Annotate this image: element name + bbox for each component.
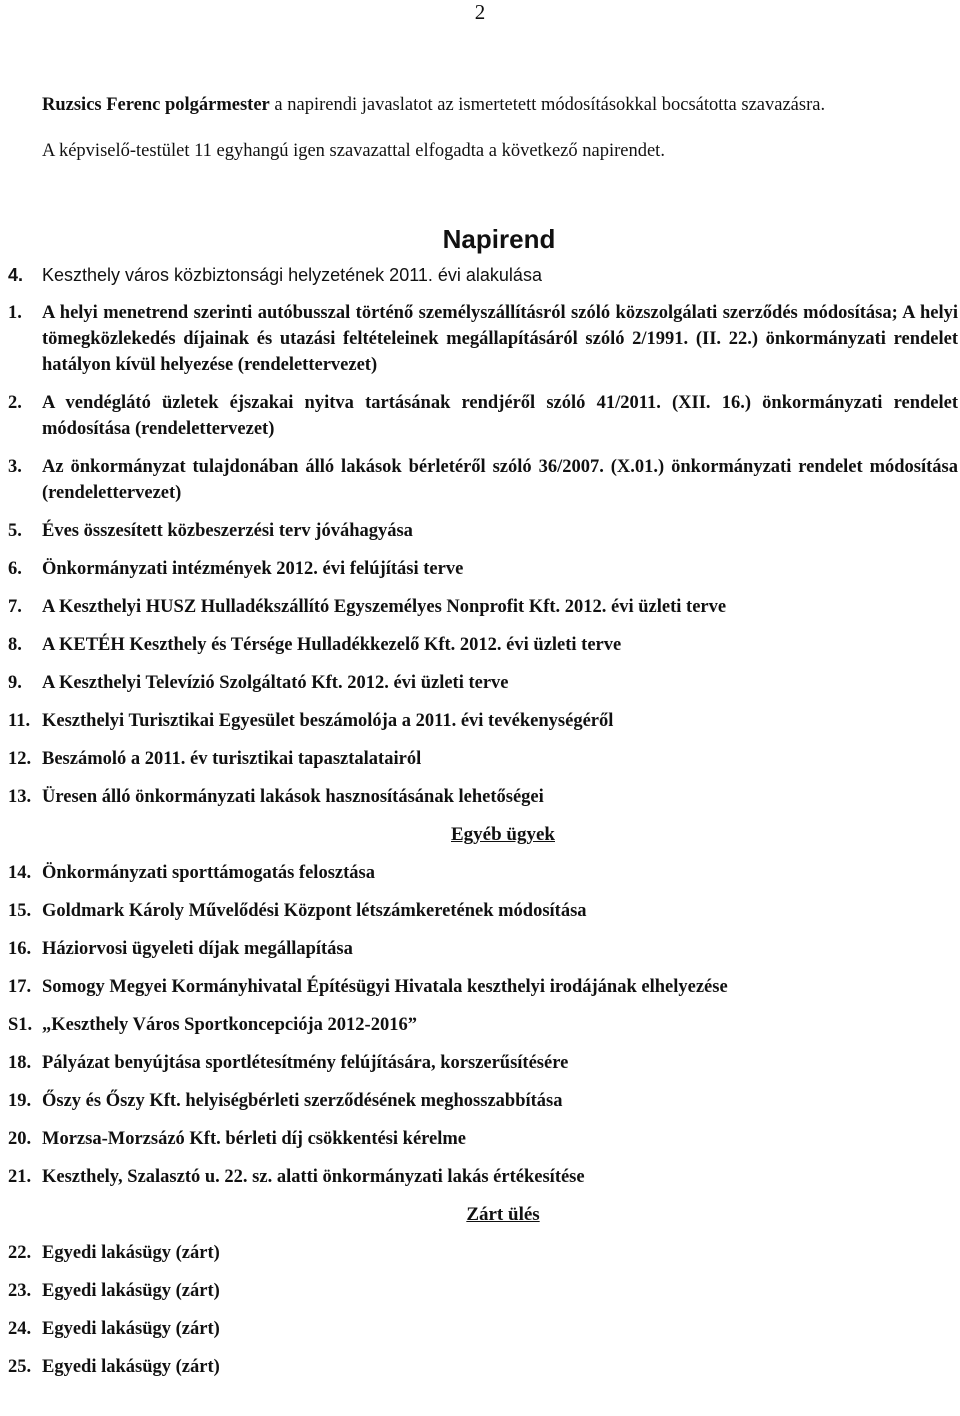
agenda-item-number: 6. [8,559,22,579]
agenda-item [8,1050,958,1076]
agenda-item-number: 15. [8,901,32,921]
page-number: 2 [474,0,486,24]
agenda-item-text: Éves összesített közbeszerzési terv jóváhagyása [42,521,413,541]
agenda-item-number: 2. [8,393,22,413]
agenda-item-text: Őszy és Őszy Kft. helyiségbérleti szerződésének meghosszabbítása [42,1091,563,1111]
agenda-item [8,1278,958,1304]
agenda-item-text: Somogy Megyei Kormányhivatal Építésügyi Hivatala keszthelyi irodájának elhelyezése [42,977,728,997]
agenda-item-number: 21. [8,1167,32,1187]
agenda-item [8,1088,958,1114]
agenda-item-number: 24. [8,1319,32,1339]
agenda-item [8,974,958,1000]
agenda-item-number: 8. [8,635,22,655]
agenda-item [8,936,958,962]
agenda-item-text: A Keszthelyi HUSZ Hulladékszállító Egyszemélyes Nonprofit Kft. 2012. évi üzleti terve [42,597,727,617]
agenda-item-number: 18. [8,1053,32,1073]
agenda-item [8,784,958,810]
agenda-item-number: 5. [8,521,22,541]
agenda-item [8,454,958,506]
agenda-item-text: Háziorvosi ügyeleti díjak megállapítása [42,939,353,959]
agenda-item-number: 23. [8,1281,32,1301]
agenda-item-number: S1. [8,1015,33,1035]
agenda-item-text: Morzsa-Morzsázó Kft. bérleti díj csökkentési kérelme [42,1129,467,1149]
agenda-item [8,1316,958,1342]
agenda-item [8,1354,958,1380]
agenda-title: Napirend [442,224,556,254]
agenda-item-text: Önkormányzati sporttámogatás felosztása [42,863,375,883]
speaker-text: a napirendi javaslatot az ismertetett módosításokkal bocsátotta szavazásra. [269,95,826,115]
agenda-item-text: Üresen álló önkormányzati lakások hasznosításának lehetőségei [42,787,544,807]
agenda-item-number: 7. [8,597,22,617]
agenda-item-text: A KETÉH Keszthely és Térsége Hulladékkezelő Kft. 2012. évi üzleti terve [42,635,622,655]
agenda-item [8,1126,958,1152]
agenda-item [8,708,958,734]
agenda-item-number: 16. [8,939,32,959]
agenda-item [8,898,958,924]
agenda-item-text: Pályázat benyújtása sportlétesítmény felújítására, korszerűsítésére [42,1053,569,1073]
agenda-item [8,1240,958,1266]
agenda-item-text: Keszthely, Szalasztó u. 22. sz. alatti önkormányzati lakás értékesítése [42,1167,585,1187]
agenda-item-number: 13. [8,787,32,807]
agenda-item-number: 11. [8,711,31,731]
agenda-item-number: 25. [8,1357,32,1377]
agenda-item-number: 4. [8,265,24,285]
agenda-item-text: Goldmark Károly Művelődési Központ létszámkeretének módosítása [42,901,587,921]
agenda-item [8,670,958,696]
agenda-item [8,594,958,620]
section-heading-other: Egyéb ügyek [451,824,555,845]
agenda-item-text: Egyedi lakásügy (zárt) [42,1281,220,1301]
agenda-item-number: 1. [8,303,22,323]
agenda-item-text: Beszámoló a 2011. év turisztikai tapasztalatairól [42,749,422,769]
agenda-item-text: Az önkormányzat tulajdonában álló lakások bérletéről szóló 36/2007. (X.01.) önkormányzati rendelet módosítása (rendelettervezet) [42,457,958,503]
agenda-item-number: 20. [8,1129,32,1149]
agenda-item [8,632,958,658]
agenda-item-number: 12. [8,749,32,769]
agenda-item [8,390,958,442]
agenda-item-text: A helyi menetrend szerinti autóbusszal történő személyszállításról szóló közszolgálati szerződés módosítása; A helyi tömegközlekedés díjainak és utazási feltételeinek megállapításáról szóló 2/1991. (II. 22.) önkormányzati rendelet hatályon kívül helyezése (rendelettervezet) [42,303,958,375]
agenda-item [8,1012,958,1038]
agenda-item-text: Keszthely város közbiztonsági helyzetének 2011. évi alakulása [42,265,542,285]
intro-block [42,92,957,164]
agenda-item [8,262,958,288]
agenda-item [8,860,958,886]
agenda-item [8,300,958,378]
agenda-item-text: A vendéglátó üzletek éjszakai nyitva tartásának rendjéről szóló 41/2011. (XII. 16.) önkormányzati rendelet módosítása (rendelettervezet) [42,393,958,439]
agenda-list [8,262,958,1392]
agenda-item [8,746,958,772]
agenda-item-number: 9. [8,673,22,693]
agenda-item-number: 19. [8,1091,32,1111]
agenda-item [8,1164,958,1190]
speaker-paragraph [42,92,957,118]
agenda-item-text: A Keszthelyi Televízió Szolgáltató Kft. 2012. évi üzleti terve [42,673,509,693]
agenda-item-number: 3. [8,457,22,477]
vote-text: A képviselő-testület 11 egyhangú igen szavazattal elfogadta a következő napirendet. [42,141,665,161]
agenda-item-text: Keszthelyi Turisztikai Egyesület beszámolója a 2011. évi tevékenységéről [42,711,614,731]
agenda-item-number: 14. [8,863,32,883]
section-heading-closed: Zárt ülés [466,1204,540,1225]
agenda-item-number: 17. [8,977,32,997]
agenda-item-number: 22. [8,1243,32,1263]
agenda-item-text: „Keszthely Város Sportkoncepciója 2012-2016” [42,1015,417,1035]
agenda-item [8,518,958,544]
speaker-name: Ruzsics Ferenc polgármester [42,95,270,115]
agenda-item-text: Önkormányzati intézmények 2012. évi felújítási terve [42,559,464,579]
agenda-item-text: Egyedi lakásügy (zárt) [42,1243,220,1263]
agenda-item-text: Egyedi lakásügy (zárt) [42,1319,220,1339]
agenda-item-text: Egyedi lakásügy (zárt) [42,1357,220,1377]
agenda-item [8,556,958,582]
